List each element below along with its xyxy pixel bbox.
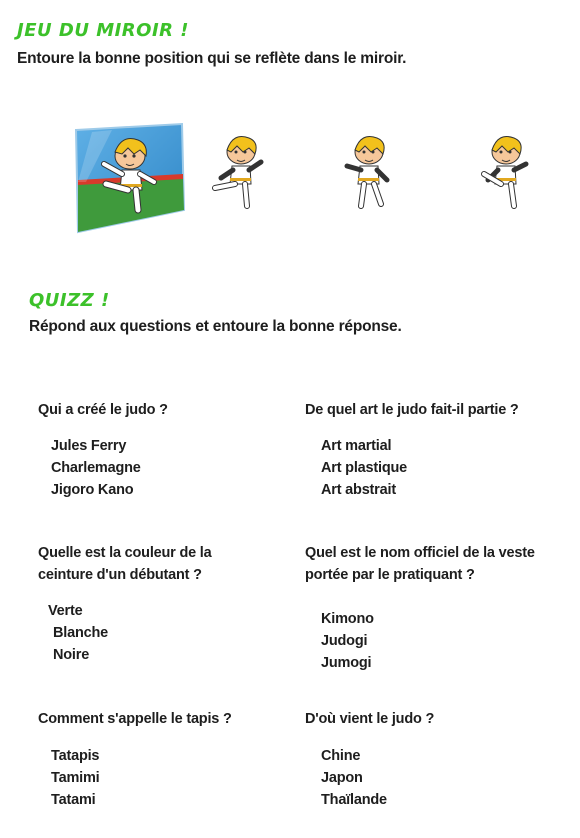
answer-option[interactable]: Art plastique bbox=[321, 460, 408, 476]
answer-option[interactable]: Tatapis bbox=[51, 748, 100, 764]
answer-option[interactable]: Art martial bbox=[321, 438, 392, 454]
answer-option[interactable]: Noire bbox=[53, 647, 90, 663]
answer-option[interactable]: Blanche bbox=[53, 625, 109, 641]
quiz-instruction: Répond aux questions et entoure la bonne réponse. bbox=[29, 318, 402, 335]
question-6: D'où vient le judo ? bbox=[305, 711, 435, 727]
answer-option[interactable]: Tatami bbox=[51, 792, 96, 808]
answer-list-5 bbox=[51, 745, 100, 811]
answer-list-6 bbox=[321, 745, 387, 811]
answer-option[interactable]: Jumogi bbox=[321, 655, 372, 671]
answer-option[interactable]: Chine bbox=[321, 748, 361, 764]
position-option-1[interactable] bbox=[205, 132, 275, 217]
answer-option[interactable]: Art abstrait bbox=[321, 482, 396, 498]
question-5: Comment s'appelle le tapis ? bbox=[38, 711, 232, 727]
question-4: Quel est le nom officiel de la veste portée par le pratiquant ? bbox=[305, 545, 535, 583]
position-option-2[interactable] bbox=[333, 132, 403, 217]
question-1: Qui a créé le judo ? bbox=[38, 402, 168, 418]
answer-option[interactable]: Judogi bbox=[321, 633, 368, 649]
answer-option[interactable]: Jules Ferry bbox=[51, 438, 127, 454]
answer-option[interactable]: Verte bbox=[48, 603, 83, 619]
game-title: JEU DU MIROIR ! bbox=[17, 20, 190, 41]
answer-option[interactable]: Kimono bbox=[321, 611, 374, 627]
game-instruction: Entoure la bonne position qui se reflète dans le miroir. bbox=[17, 50, 407, 67]
answer-option[interactable]: Charlemagne bbox=[51, 460, 141, 476]
answer-list-1 bbox=[51, 435, 141, 501]
quiz-title: QUIZZ ! bbox=[29, 290, 110, 311]
mirror-image bbox=[72, 122, 192, 234]
answer-list-3 bbox=[48, 600, 108, 666]
answer-list-2 bbox=[321, 435, 407, 501]
question-3: Quelle est la couleur de la ceinture d'un débutant ? bbox=[38, 545, 212, 583]
answer-option[interactable]: Jigoro Kano bbox=[51, 482, 134, 498]
answer-option[interactable]: Tamimi bbox=[51, 770, 100, 786]
position-option-3[interactable] bbox=[470, 132, 540, 217]
answer-option[interactable]: Thaïlande bbox=[321, 792, 387, 808]
question-2: De quel art le judo fait-il partie ? bbox=[305, 402, 519, 418]
answer-option[interactable]: Japon bbox=[321, 770, 363, 786]
answer-list-4 bbox=[321, 608, 374, 674]
